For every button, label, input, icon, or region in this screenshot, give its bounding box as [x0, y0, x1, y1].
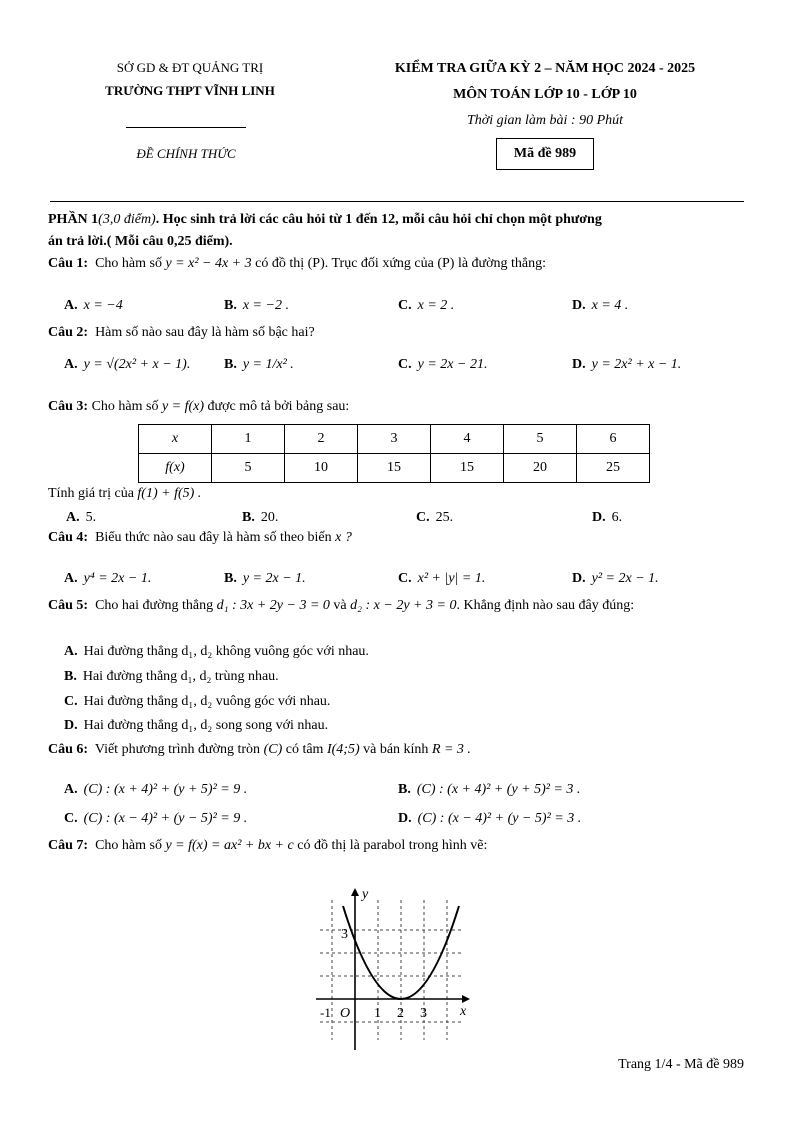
header-left: [60, 56, 320, 102]
y-axis-arrow-icon: [351, 888, 359, 896]
q5-option-b[interactable]: B. Hai đường thẳng d₁, d₂ trùng nhau.: [64, 669, 279, 684]
header-right: [355, 56, 735, 134]
q1-expr: y = x² − 4x + 3: [165, 256, 252, 271]
table-cell: 6: [577, 425, 650, 454]
q1-option-a[interactable]: A. x = −4: [64, 298, 123, 313]
table-cell: 20: [504, 454, 577, 483]
q3-option-c[interactable]: C. 25.: [416, 510, 454, 525]
table-cell: 5: [212, 454, 285, 483]
parabola-graph: [312, 880, 482, 1055]
q1-text-a: Cho hàm số: [95, 256, 162, 271]
table-cell: 15: [431, 454, 504, 483]
page-footer: Trang 1/4 - Mã đề 989: [618, 1057, 744, 1072]
q2-label: Câu 2:: [48, 325, 89, 340]
x-axis-arrow-icon: [462, 995, 470, 1003]
tick-label-y3: 3: [341, 927, 348, 942]
question-2: [48, 325, 315, 341]
table-cell: 1: [212, 425, 285, 454]
q4-text: Biểu thức nào sau đây là hàm số theo biến: [95, 530, 332, 545]
q2-option-c[interactable]: C. y = 2x − 21.: [398, 357, 488, 372]
q3-option-b[interactable]: B. 20.: [242, 510, 279, 525]
header-divider: [126, 127, 246, 128]
q5-option-c[interactable]: C. Hai đường thẳng d₁, d₂ vuông góc với nhau.: [64, 694, 331, 709]
q5-option-d[interactable]: D. Hai đường thẳng d₁, d₂ song song với nhau.: [64, 718, 329, 733]
table-cell: 10: [285, 454, 358, 483]
q6-label: Câu 6:: [48, 742, 89, 757]
q4-option-d[interactable]: D. y² = 2x − 1.: [572, 571, 659, 586]
header-separator: [50, 201, 744, 202]
q2-option-b[interactable]: B. y = 1/x² .: [224, 357, 294, 372]
part1-instruction: . Học sinh trả lời các câu hỏi từ 1 đến 12, mỗi câu hỏi chỉ chọn một phương: [155, 212, 602, 227]
q4-label: Câu 4:: [48, 530, 89, 545]
y-axis-label: y: [362, 887, 369, 902]
question-3: [48, 399, 349, 415]
q6-option-d[interactable]: D. (C) : (x − 4)² + (y − 5)² = 3 .: [398, 811, 582, 826]
x-axis-label: x: [460, 1004, 467, 1019]
part1-instruction-2: án trả lời.( Mỗi câu 0,25 điểm).: [48, 234, 233, 249]
part1-points: (3,0 điểm): [98, 212, 156, 227]
table-cell: 4: [431, 425, 504, 454]
q3-text-b: được mô tả bởi bảng sau:: [207, 399, 350, 414]
q3-label: Câu 3:: [48, 399, 89, 414]
q5-option-a[interactable]: A. Hai đường thẳng d₁, d₂ không vuông góc với nhau.: [64, 644, 369, 659]
subject: MÔN TOÁN LỚP 10 - LỚP 10: [453, 87, 637, 102]
table-cell: 25: [577, 454, 650, 483]
table-row: [139, 454, 650, 483]
q6-option-a[interactable]: A. (C) : (x + 4)² + (y + 5)² = 9 .: [64, 782, 248, 797]
question-1: [48, 256, 546, 272]
q7-label: Câu 7:: [48, 838, 89, 853]
tick-label-x-neg1: -1: [320, 1005, 331, 1020]
q3-prompt: Tính giá trị của f(1) + f(5) .: [48, 486, 202, 501]
table-row: [139, 425, 650, 454]
table-cell: 15: [358, 454, 431, 483]
q5-label: Câu 5:: [48, 598, 89, 613]
question-4: [48, 530, 352, 546]
q1-label: Câu 1:: [48, 256, 89, 271]
exam-title: KIỂM TRA GIỮA KỲ 2 – NĂM HỌC 2024 - 2025: [394, 61, 696, 76]
tick-label-x1: 1: [374, 1006, 381, 1021]
question-7: Câu 7: Cho hàm số y = f(x) = ax² + bx + c có đồ thị là parabol trong hình vẽ:: [48, 838, 488, 853]
value-table: [138, 424, 650, 483]
q3-text-a: Cho hàm số: [91, 399, 159, 414]
table-header-fx: f(x): [139, 454, 212, 483]
exam-code-box: Mã đề 989: [496, 138, 594, 170]
q2-option-d[interactable]: D. y = 2x² + x − 1.: [572, 357, 682, 372]
q4-option-b[interactable]: B. y = 2x − 1.: [224, 571, 306, 586]
q3-option-d[interactable]: D. 6.: [592, 510, 623, 525]
q4-var: x ?: [335, 530, 352, 545]
table-cell: 3: [358, 425, 431, 454]
tick-label-x2: 2: [397, 1006, 404, 1021]
school-name: TRƯỜNG THPT VĨNH LINH: [105, 83, 275, 98]
q4-option-a[interactable]: A. y⁴ = 2x − 1.: [64, 571, 152, 586]
question-6: Câu 6: Viết phương trình đường tròn (C) có tâm I(4;5) và bán kính R = 3 .: [48, 742, 471, 757]
q1-option-b[interactable]: B. x = −2 .: [224, 298, 289, 313]
q3-expr: y = f(x): [161, 399, 205, 414]
q4-option-c[interactable]: C. x² + |y| = 1.: [398, 571, 486, 586]
duration: Thời gian làm bài : 90 Phút: [466, 113, 624, 128]
q2-text: Hàm số nào sau đây là hàm số bậc hai?: [95, 325, 315, 340]
table-cell: 5: [504, 425, 577, 454]
origin-label: O: [340, 1006, 351, 1021]
q1-option-c[interactable]: C. x = 2 .: [398, 298, 455, 313]
q3-option-a[interactable]: A. 5.: [66, 510, 97, 525]
q6-option-c[interactable]: C. (C) : (x − 4)² + (y − 5)² = 9 .: [64, 811, 248, 826]
table-header-x: x: [139, 425, 212, 454]
q1-option-d[interactable]: D. x = 4 .: [572, 298, 629, 313]
table-cell: 2: [285, 425, 358, 454]
part1-heading: [48, 212, 602, 228]
question-5: Câu 5: Cho hai đường thẳng d₁ : 3x + 2y − 3 = 0 và d₂ : x − 2y + 3 = 0. Khẳng định nào sau đây đúng:: [48, 598, 635, 613]
official-label: ĐỀ CHÍNH THỨC: [136, 146, 236, 161]
q2-option-a[interactable]: A. y = √(2x² + x − 1).: [64, 357, 191, 372]
department: SỞ GD & ĐT QUẢNG TRỊ: [116, 60, 264, 75]
q6-option-b[interactable]: B. (C) : (x + 4)² + (y + 5)² = 3 .: [398, 782, 581, 797]
tick-label-x3: 3: [420, 1006, 427, 1021]
q1-text-b: có đồ thị (P). Trục đối xứng của (P) là đường thẳng:: [255, 256, 547, 271]
part1-title: PHẦN 1: [48, 212, 99, 227]
